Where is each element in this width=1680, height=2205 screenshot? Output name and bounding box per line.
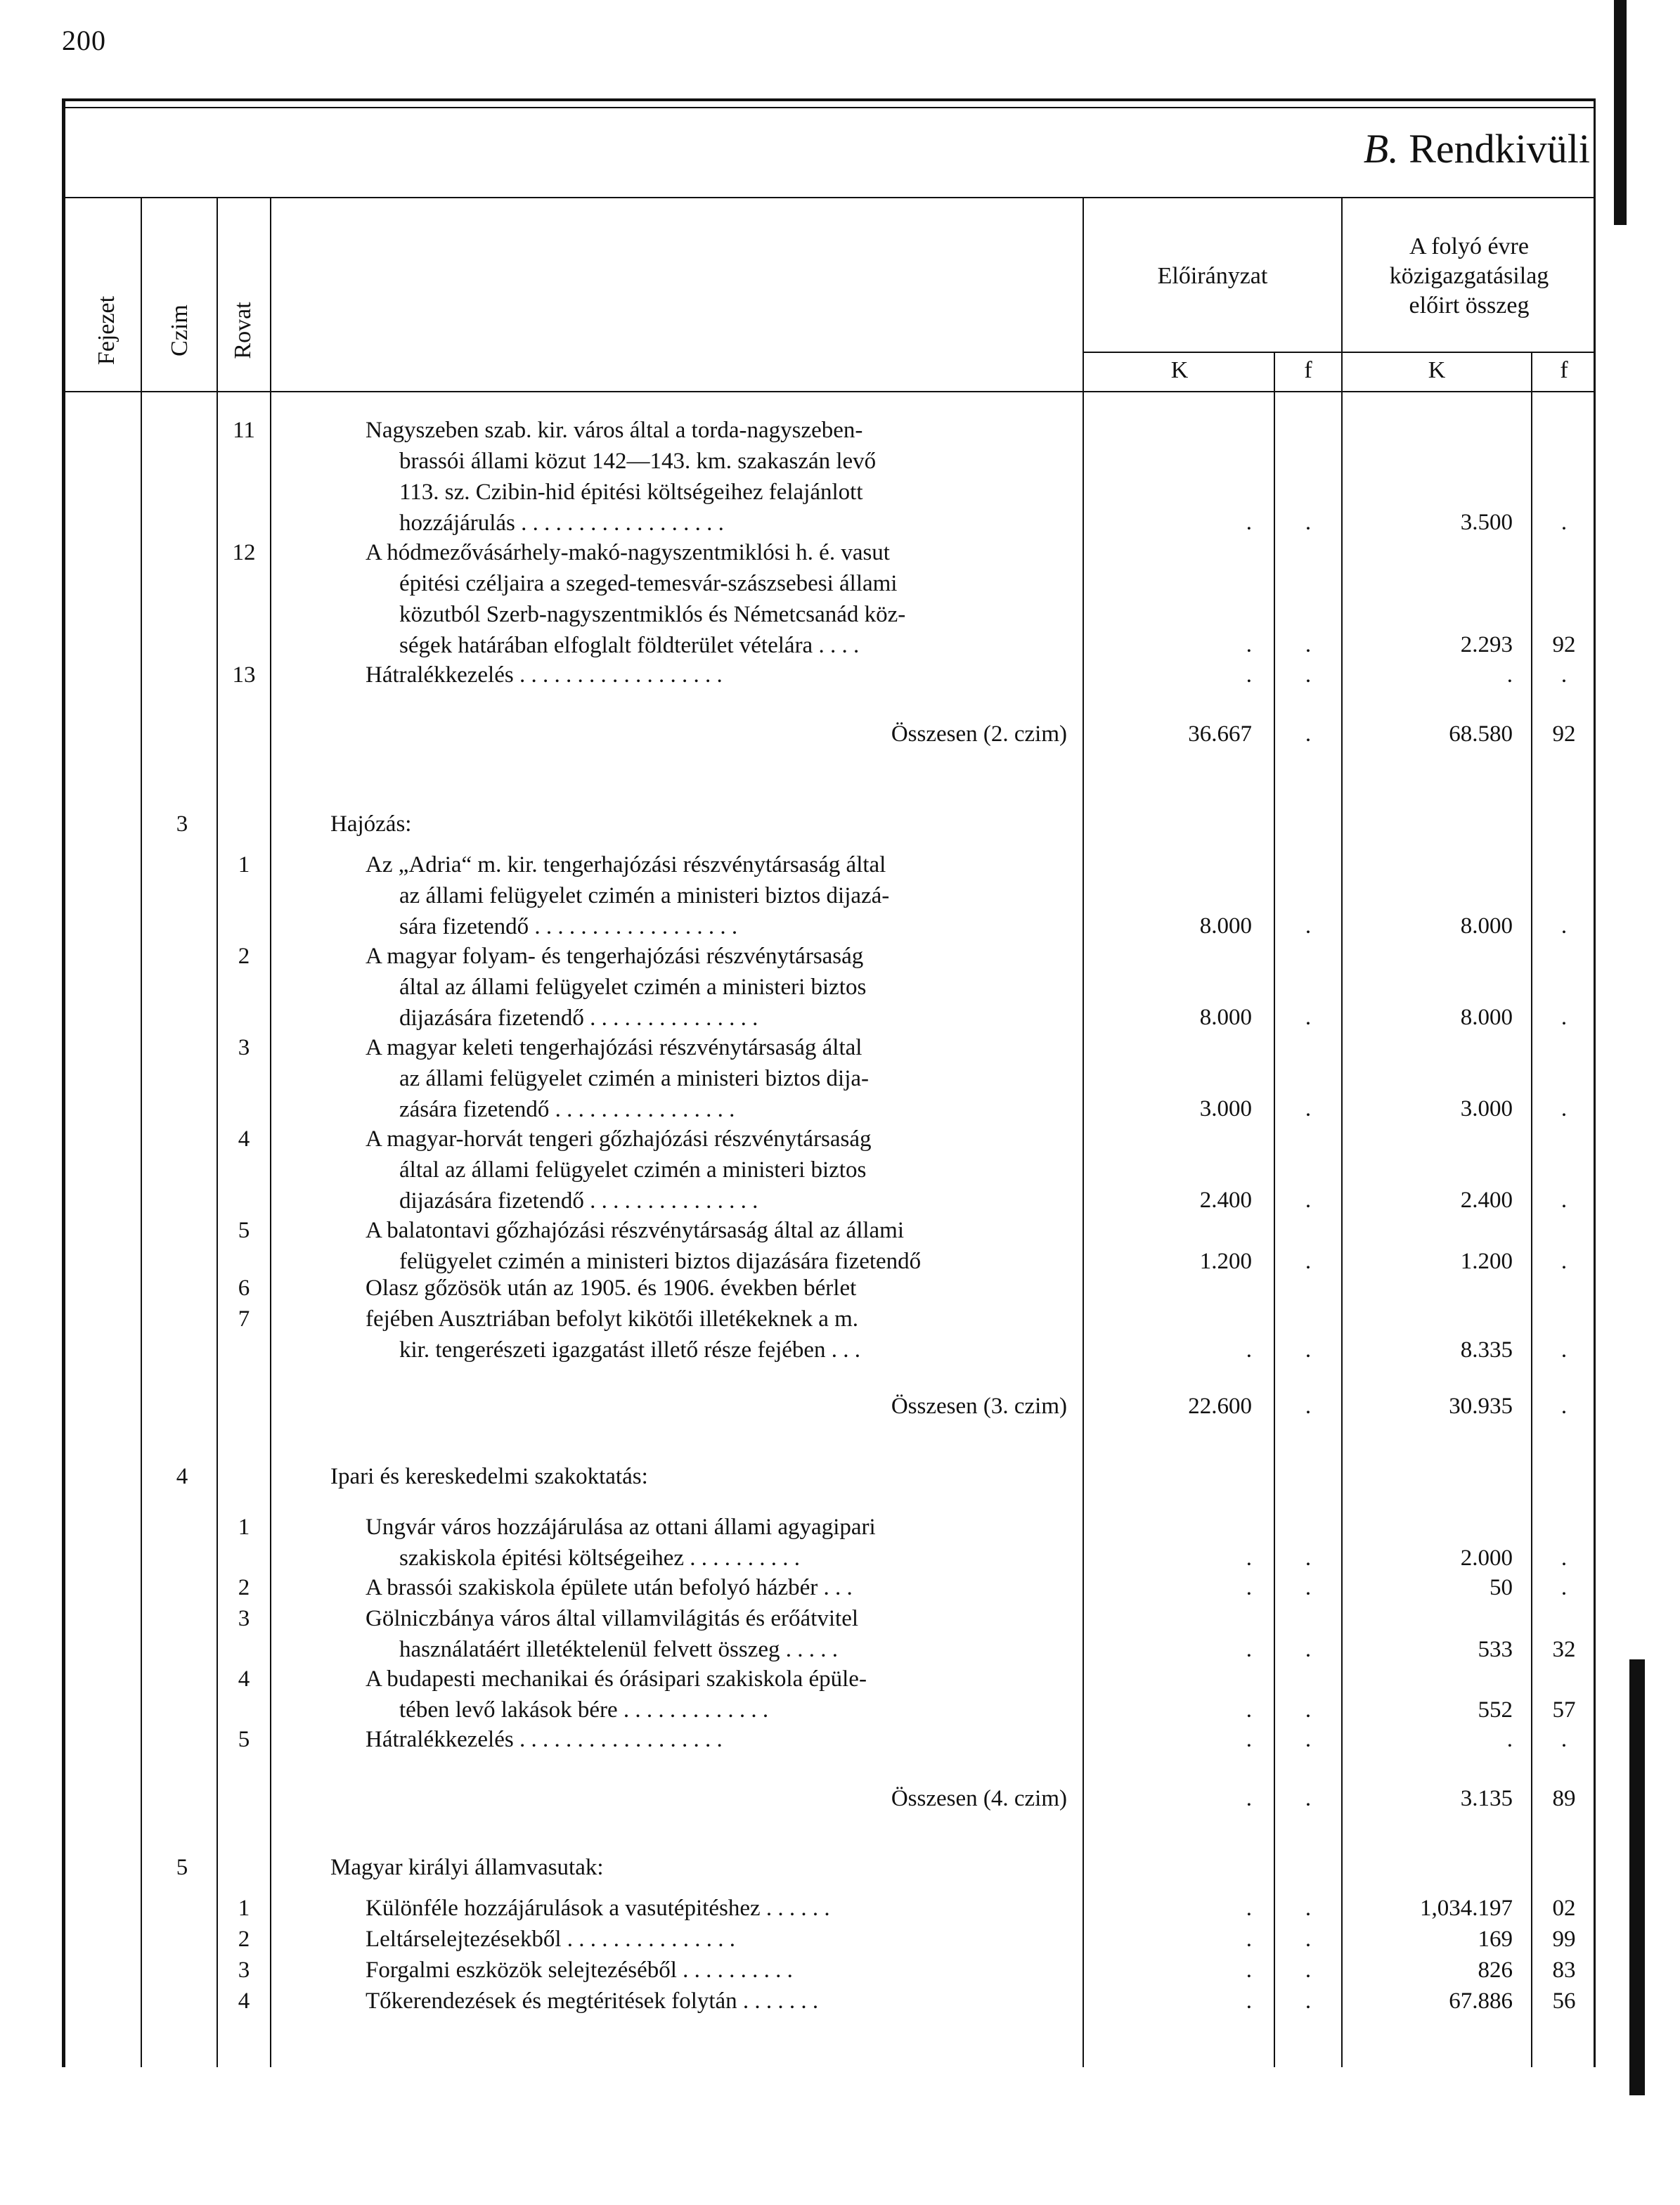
- item-description-line: szakiskola épitési költségeihez . . . . . . . . . .: [399, 1545, 801, 1571]
- rovat-number: 3: [238, 1958, 250, 1983]
- item-description-line: A brassói szakiskola épülete után befolyó házbér . . .: [366, 1575, 853, 1600]
- rovat-number: 12: [232, 540, 256, 565]
- group-heading: Hajózás:: [330, 811, 412, 837]
- rovat-number: 3: [238, 1035, 250, 1060]
- amount-el-k: .: [1246, 1337, 1252, 1363]
- amount-el-f: .: [1305, 1545, 1312, 1571]
- item-description-line: Gölniczbánya város által villamvilágitás és erőátvitel: [366, 1606, 859, 1631]
- amount-fo-k: 8.000: [1460, 1005, 1513, 1030]
- total-label: Összesen (3. czim): [891, 1394, 1067, 1419]
- amount-el-k: 2.400: [1199, 1188, 1252, 1213]
- unit-el-f: f: [1304, 357, 1312, 383]
- unit-el-k: K: [1170, 357, 1189, 383]
- amount-fo-k: 169: [1478, 1927, 1513, 1952]
- rovat-number: 2: [238, 1927, 250, 1952]
- item-description-line: A hódmezővásárhely-makó-nagyszentmiklósi h. é. vasut: [366, 540, 890, 565]
- amount-fo-f: .: [1561, 1575, 1568, 1600]
- item-description: [366, 941, 1068, 1034]
- amount-el-k: 1.200: [1199, 1248, 1252, 1274]
- amount-fo-k: 8.335: [1460, 1337, 1513, 1363]
- amount-el-f: .: [1305, 631, 1312, 657]
- col-rule-fejezet: [141, 197, 142, 2067]
- amount-fo-f: 92: [1552, 721, 1576, 747]
- col-header-folyo-line2: közigazgatásilag: [1389, 263, 1549, 289]
- table-frame-top-rule: [62, 107, 1596, 108]
- amount-fo-k: .: [1506, 662, 1513, 688]
- col-rule-el-f: [1274, 352, 1275, 2067]
- item-description: [366, 1924, 1068, 1955]
- amount-el-k: .: [1246, 509, 1252, 535]
- binding-edge-top: [1614, 0, 1627, 225]
- item-description: [366, 1893, 1068, 1924]
- rovat-number: 4: [238, 1126, 250, 1152]
- item-description-line: Olasz gőzösök után az 1905. és 1906. években bérlet: [366, 1275, 857, 1301]
- amount-el-k: 36.667: [1188, 721, 1252, 747]
- item-description-line: tében levő lakások bére . . . . . . . . . . . . .: [399, 1697, 769, 1723]
- amount-el-f: .: [1305, 662, 1312, 688]
- item-description-line: Forgalmi eszközök selejtezéséből . . . . . . . . . .: [366, 1958, 793, 1983]
- item-description: [366, 1664, 1068, 1725]
- amount-el-f: .: [1305, 1727, 1312, 1752]
- amount-el-f: .: [1305, 1958, 1312, 1983]
- item-description-line: Ungvár város hozzájárulása az ottani állami agyagipari: [366, 1515, 876, 1540]
- amount-fo-f: .: [1561, 1727, 1568, 1752]
- item-description-line: dijazására fizetendő . . . . . . . . . . . . . . .: [399, 1005, 758, 1031]
- item-description-line: Különféle hozzájárulások a vasutépitéshez . . . . . .: [366, 1896, 830, 1921]
- item-description: [366, 1572, 1068, 1603]
- item-description-line: közutból Szerb-nagyszentmiklós és Németcsanád köz-: [399, 602, 906, 627]
- item-description: [366, 849, 1068, 942]
- amount-el-f: .: [1305, 1188, 1312, 1213]
- amount-fo-k: 3.000: [1460, 1096, 1513, 1121]
- item-description-line: Nagyszeben szab. kir. város által a torda-nagyszeben-: [366, 418, 863, 443]
- amount-el-f: .: [1305, 1786, 1312, 1811]
- item-description-line: A magyar keleti tengerhajózási részvénytársaság által: [366, 1035, 862, 1060]
- item-description: [366, 537, 1068, 661]
- item-description-line: ségek határában elfoglalt földterület vételára . . . .: [399, 633, 860, 658]
- rovat-number: 2: [238, 944, 250, 969]
- amount-fo-f: .: [1561, 913, 1568, 939]
- amount-el-f: .: [1305, 1988, 1312, 2014]
- amount-fo-f: .: [1561, 1248, 1568, 1274]
- amount-el-k: 22.600: [1188, 1394, 1252, 1419]
- amount-fo-f: 83: [1552, 1958, 1576, 1983]
- amount-el-k: 3.000: [1199, 1096, 1252, 1121]
- amount-el-f: .: [1305, 913, 1312, 939]
- section-name: Rendkivüli: [1409, 126, 1590, 172]
- amount-fo-k: 30.935: [1449, 1394, 1513, 1419]
- czim-number: 4: [176, 1464, 188, 1489]
- rovat-number: 6: [238, 1275, 250, 1301]
- amount-fo-f: .: [1561, 1545, 1568, 1571]
- col-header-folyo-line3: előirt összeg: [1409, 292, 1530, 319]
- rovat-number: 4: [238, 1988, 250, 2014]
- amount-fo-k: .: [1506, 1727, 1513, 1752]
- rovat-number: 2: [238, 1575, 250, 1600]
- amount-el-f: .: [1305, 1575, 1312, 1600]
- czim-number: 5: [176, 1855, 188, 1880]
- amount-el-k: .: [1246, 1727, 1252, 1752]
- amount-fo-k: 67.886: [1449, 1988, 1513, 2014]
- col-rule-desc: [1083, 197, 1084, 2067]
- unit-row-rule: [1083, 352, 1596, 353]
- item-description-line: használatáért illetéktelenül felvett összeg . . . . .: [399, 1637, 839, 1662]
- rovat-number: 11: [233, 418, 255, 443]
- amount-fo-f: 32: [1552, 1636, 1576, 1662]
- amount-fo-k: 533: [1478, 1636, 1513, 1662]
- amount-fo-f: .: [1561, 1337, 1568, 1363]
- rovat-number: 1: [238, 1515, 250, 1540]
- item-description-line: brassói állami közut 142—143. km. szakaszán levő: [399, 449, 877, 474]
- group-heading: Ipari és kereskedelmi szakoktatás:: [330, 1464, 648, 1489]
- item-description: [366, 1955, 1068, 1986]
- amount-el-k: .: [1246, 1786, 1252, 1811]
- header-bottom-rule: [65, 391, 1596, 392]
- amount-el-f: .: [1305, 1697, 1312, 1723]
- item-description-line: kir. tengerészeti igazgatást illető része fejében . . .: [399, 1337, 861, 1363]
- item-description-line: az állami felügyelet czimén a ministeri biztos dija-: [399, 1066, 869, 1091]
- amount-fo-k: 3.500: [1460, 509, 1513, 535]
- rovat-number: 1: [238, 1896, 250, 1921]
- col-header-folyo-line1: A folyó évre: [1409, 233, 1529, 259]
- item-description-line: A magyar folyam- és tengerhajózási részvénytársaság: [366, 944, 864, 969]
- item-description-line: Hátralékkezelés . . . . . . . . . . . . . . . . . .: [366, 662, 723, 688]
- amount-fo-f: .: [1561, 1394, 1568, 1419]
- item-description-line: dijazására fizetendő . . . . . . . . . . . . . . .: [399, 1188, 758, 1214]
- amount-fo-f: .: [1561, 1005, 1568, 1030]
- rovat-number: 3: [238, 1606, 250, 1631]
- amount-el-k: 8.000: [1199, 1005, 1252, 1030]
- binding-edge-bottom: [1629, 1659, 1645, 2095]
- item-description-line: fejében Ausztriában befolyt kikötői illetékeknek a m.: [366, 1306, 859, 1332]
- amount-fo-f: .: [1561, 1188, 1568, 1213]
- amount-el-f: .: [1305, 509, 1312, 535]
- item-description-line: Leltárselejtezésekből . . . . . . . . . . . . . . .: [366, 1927, 736, 1952]
- col-rule-rovat: [270, 197, 271, 2067]
- amount-el-f: .: [1305, 1005, 1312, 1030]
- amount-fo-f: 56: [1552, 1988, 1576, 2014]
- section-letter: B.: [1363, 126, 1399, 172]
- col-header-czim: Czim: [167, 304, 193, 356]
- item-description-line: által az állami felügyelet czimén a ministeri biztos: [399, 1157, 867, 1183]
- amount-el-k: .: [1246, 1575, 1252, 1600]
- amount-el-f: .: [1305, 1337, 1312, 1363]
- col-header-folyo: [1344, 232, 1594, 321]
- item-description: [366, 1603, 1068, 1665]
- group-heading: Magyar királyi államvasutak:: [330, 1855, 604, 1880]
- rovat-number: 7: [238, 1306, 250, 1332]
- amount-el-f: .: [1305, 1927, 1312, 1952]
- item-description: [366, 1304, 1068, 1365]
- amount-fo-k: 2.293: [1460, 631, 1513, 657]
- amount-fo-k: 50: [1490, 1575, 1513, 1600]
- item-description: [366, 1724, 1068, 1755]
- amount-el-k: 8.000: [1199, 913, 1252, 939]
- amount-el-k: .: [1246, 1927, 1252, 1952]
- item-description-line: Az „Adria“ m. kir. tengerhajózási részvénytársaság által: [366, 852, 886, 878]
- czim-number: 3: [176, 811, 188, 837]
- item-description-line: által az állami felügyelet czimén a ministeri biztos: [399, 975, 867, 1000]
- item-description-line: Tőkerendezések és megtéritések folytán . . . . . . .: [366, 1988, 819, 2014]
- item-description-line: zására fizetendő . . . . . . . . . . . . . . . .: [399, 1097, 735, 1122]
- amount-el-k: .: [1246, 1896, 1252, 1921]
- col-header-eloiranyzat: Előirányzat: [1157, 263, 1268, 289]
- total-label: Összesen (4. czim): [891, 1786, 1067, 1811]
- item-description: [366, 660, 1068, 690]
- amount-el-k: .: [1246, 1988, 1252, 2014]
- item-description: [366, 415, 1068, 539]
- amount-fo-k: 68.580: [1449, 721, 1513, 747]
- col-rule-czim: [217, 197, 218, 2067]
- amount-fo-k: 8.000: [1460, 913, 1513, 939]
- item-description-line: felügyelet czimén a ministeri biztos dijazására fizetendő: [399, 1249, 922, 1274]
- section-title: [1364, 125, 1590, 172]
- item-description-line: hozzájárulás . . . . . . . . . . . . . . . . . .: [399, 510, 724, 536]
- amount-fo-f: 99: [1552, 1927, 1576, 1952]
- amount-fo-f: .: [1561, 509, 1568, 535]
- amount-el-k: .: [1246, 1697, 1252, 1723]
- amount-fo-k: 2.400: [1460, 1188, 1513, 1213]
- amount-el-f: .: [1305, 1394, 1312, 1419]
- amount-el-f: .: [1305, 1096, 1312, 1121]
- col-header-fejezet: Fejezet: [93, 295, 119, 366]
- amount-el-k: .: [1246, 1545, 1252, 1571]
- amount-el-k: .: [1246, 662, 1252, 688]
- item-description-line: A balatontavi gőzhajózási részvénytársaság által az állami: [366, 1218, 905, 1243]
- amount-fo-f: 57: [1552, 1697, 1576, 1723]
- amount-fo-f: 92: [1552, 631, 1576, 657]
- amount-el-f: .: [1305, 1896, 1312, 1921]
- page-number: 200: [62, 25, 106, 56]
- amount-fo-f: .: [1561, 662, 1568, 688]
- amount-fo-k: 1,034.197: [1420, 1896, 1513, 1921]
- item-description: [366, 1512, 1068, 1574]
- col-header-rovat: Rovat: [230, 302, 256, 359]
- item-description-line: az állami felügyelet czimén a ministeri biztos dijazá-: [399, 883, 890, 908]
- amount-fo-k: 826: [1478, 1958, 1513, 1983]
- amount-fo-f: .: [1561, 1096, 1568, 1121]
- amount-el-k: .: [1246, 1958, 1252, 1983]
- item-description-line: sára fizetendő . . . . . . . . . . . . . . . . . .: [399, 914, 738, 939]
- unit-fo-f: f: [1560, 357, 1568, 383]
- rovat-number: 13: [232, 662, 256, 688]
- item-description: [366, 1124, 1068, 1216]
- item-description-line: A budapesti mechanikai és órásipari szakiskola épüle-: [366, 1666, 867, 1692]
- amount-el-k: .: [1246, 631, 1252, 657]
- amount-fo-k: 1.200: [1460, 1248, 1513, 1274]
- col-rule-eloiranyzat: [1341, 197, 1343, 2067]
- rovat-number: 4: [238, 1666, 250, 1692]
- item-description: [366, 1986, 1068, 2017]
- header-top-rule: [65, 197, 1596, 198]
- amount-el-f: .: [1305, 721, 1312, 747]
- item-description-line: 113. sz. Czibin-hid épitési költségeihez felajánlott: [399, 480, 863, 505]
- rovat-number: 5: [238, 1218, 250, 1243]
- rovat-number: 5: [238, 1727, 250, 1752]
- item-description-line: Hátralékkezelés . . . . . . . . . . . . . . . . . .: [366, 1727, 723, 1752]
- item-description-line: épitési czéljaira a szeged-temesvár-szászsebesi állami: [399, 571, 898, 596]
- item-description-line: A magyar-horvát tengeri gőzhajózási részvénytársaság: [366, 1126, 872, 1152]
- amount-fo-f: 02: [1552, 1896, 1576, 1921]
- amount-el-f: .: [1305, 1636, 1312, 1662]
- item-description: [366, 1273, 1068, 1304]
- amount-fo-k: 3.135: [1460, 1786, 1513, 1811]
- amount-fo-f: 89: [1552, 1786, 1576, 1811]
- col-rule-fo-f: [1531, 352, 1532, 2067]
- total-label: Összesen (2. czim): [891, 721, 1067, 747]
- rovat-number: 1: [238, 852, 250, 878]
- amount-fo-k: 2.000: [1460, 1545, 1513, 1571]
- item-description: [366, 1215, 1068, 1277]
- unit-fo-k: K: [1428, 357, 1446, 383]
- amount-fo-k: 552: [1478, 1697, 1513, 1723]
- amount-el-f: .: [1305, 1248, 1312, 1274]
- item-description: [366, 1032, 1068, 1125]
- amount-el-k: .: [1246, 1636, 1252, 1662]
